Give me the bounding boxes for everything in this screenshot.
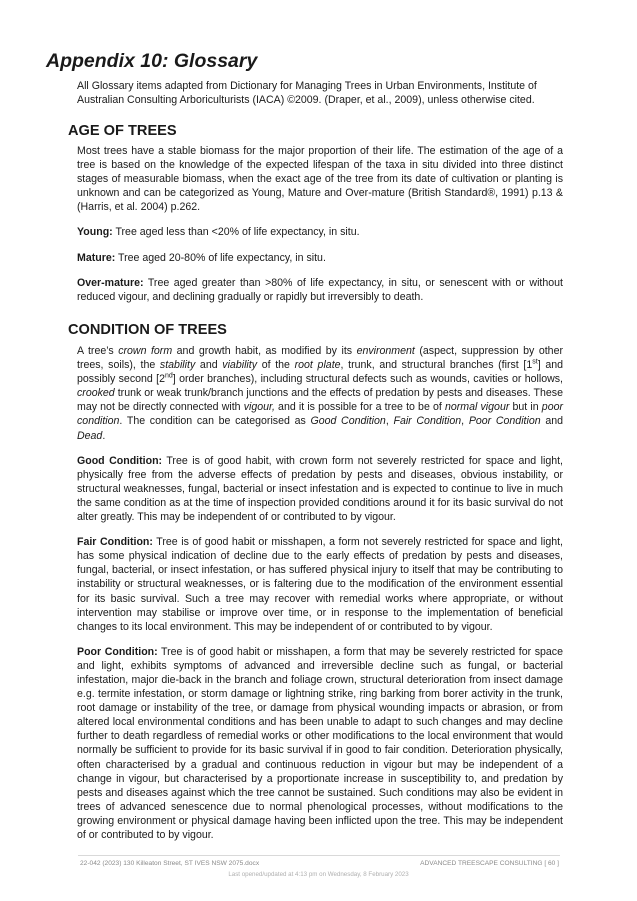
text: . The condition can be categorised as [119,415,311,428]
def-fair-condition: Tree is of good habit or misshapen, a form not severely restricted for space and light, has some physical indication of decline due to the early effects of predation by pests and diseases, fungal, bacterial, or insect infestation, or has suffered physical injury to itself that may be contributing to instability or structural weaknesses, or is faltering due to the modification of the environment essential for its basic survival. Such a tree may recover with remedial works where appropriate, or without intervention may stabilise or improve over time, or in response to the implementation of beneficial changes to its local environment. This may be independent of or contributed to by vigour. [77,536,563,633]
emph-fair-condition: Fair Condition [393,415,462,428]
text: and [540,415,564,428]
text: trunk or weak trunk/branch junctions and the effects of predation by pests and diseases. These may not be directly connected with [77,387,563,414]
superscript-nd: nd [164,372,173,380]
def-mature: Tree aged 20-80% of life expectancy, in situ. [115,251,326,264]
definition-poor-condition [77,645,563,842]
text: , [385,415,394,428]
footer-company-page: ADVANCED TREESCAPE CONSULTING [ 60 ] [420,860,559,867]
emph-poor-condition: poor condition [77,401,563,428]
section-heading-age: AGE OF TREES [68,123,177,139]
term-poor-condition: Poor Condition: [77,645,158,658]
def-good-condition: Tree is of good habit, with crown form not severely restricted for space and light, physically free from the adverse effects of predation by pests and diseases, obvious instability, or structural weaknesses, fungal, bacterial or insect infestation and is expected to continue to live in much the same condition as at the time of inspection provided conditions around it for its basic survival do not alter greatly. This may be independent of or contributed to by vigour. [77,454,563,524]
definition-good-condition [77,454,563,524]
emph-vigour: vigour, [243,401,275,414]
term-fair-condition: Fair Condition: [77,536,153,549]
superscript-st: st [532,358,538,366]
emph-poor-condition-term: Poor Condition [468,415,541,428]
text: of the [257,359,295,372]
emph-environment: environment [356,345,415,357]
section-heading-condition: CONDITION OF TREES [68,322,227,338]
emph-crooked: crooked [77,387,115,400]
text: (aspect, suppression by other trees, soils), the [77,345,563,372]
term-mature: Mature: [77,251,116,264]
emph-good-condition: Good Condition [310,415,386,428]
def-young: Tree aged less than <20% of life expectancy, in situ. [112,226,360,239]
text: , trunk, and structural branches (first [1 [340,359,533,372]
text: and [195,359,223,372]
condition-paragraph [77,344,563,443]
def-poor-condition: Tree is of good habit or misshapen, a form that may be severely restricted for space and light, exhibits symptoms of advanced and irreversible decline such as fungal, or bacterial infestation, major die-back in the branch and foliage crown, structural deterioration from insect damage e.g. termite infestation, or storm damage or lightning strike, ring barking from borer activity in the trunk, root damage or instability of the tree, or damage from physical wounding impacts or abrasion, or from altered local environmental conditions and has been unable to adapt to such changes and may decline further to death regardless of remedial works or other modifications to the local environment that would normally be sufficient to provide for its basic survival if in good to fair condition. Deterioration physically, often characterised by a gradual and continuous reduction in vigour but may be independent of a change in vigour, but characterised by a proportionate increase in susceptibility to, and predation by pests and diseases against which the tree cannot be sustained. Such conditions may also be evident in trees of advanced senescence due to normal phenological processes, without modifications to the growing environment or physical damage having been inflicted upon the tree. This may be independent of or contributed to by vigour. [77,645,563,841]
text: ] and possibly second [2 [77,359,564,386]
definition-mature [77,251,563,265]
definition-young [77,225,563,239]
text: . [102,429,106,442]
footer-updated-timestamp: Last opened/updated at 4:13 pm on Wednesday, 8 February 2023 [228,871,409,878]
footer-filename: 22-042 (2023) 130 Killeaton Street, ST IVES NSW 2075.docx [80,860,260,867]
text: and it is possible for a tree to be of [274,401,445,414]
intro-paragraph: All Glossary items adapted from Dictionary for Managing Trees in Urban Environments, Institute of Australian Consulting Arboriculturists (IACA) ©2009. (Draper, et al., 2009), unless otherwise cited. [77,80,537,107]
page-title: Appendix 10: Glossary [46,50,258,72]
emph-normal-vigour: normal vigour [444,401,510,414]
text: ] order branches), including structural defects such as wounds, cavities or hollows, [172,373,563,386]
emph-viability: viability [222,359,258,372]
text: but in [509,401,542,414]
term-over-mature: Over-mature: [77,276,144,289]
age-paragraph: Most trees have a stable biomass for the major proportion of their life. The estimation of the age of a tree is based on the knowledge of the expected lifespan of the taxa in situ divided into three distinct stages of measurable biomass, when the exact age of the tree from its date of cultivation or planting is unknown and can be categorized as Young, Mature and Over-mature (British Standard®, 1991) p.13 & (Harris, et al. 2004) p.262. [77,145,563,214]
term-good-condition: Good Condition: [77,454,163,467]
section-condition [77,344,563,853]
section-age [77,144,563,315]
def-over-mature: Tree aged greater than >80% of life expectancy, in situ, or senescent with or without reduced vigour, and declining gradually or rapidly but irreversibly to death. [77,276,563,303]
definition-over-mature [77,276,563,304]
text: A tree’s [77,345,119,357]
text: and growth habit, as modified by its [172,345,357,357]
term-young: Young: [77,226,113,239]
emph-crown-form: crown form [118,345,173,357]
emph-root-plate: root plate [294,359,341,372]
emph-stability: stability [159,359,196,372]
text: , [461,415,469,428]
definition-fair-condition [77,535,563,634]
footer-divider [78,855,560,856]
emph-dead: Dead [77,429,103,442]
